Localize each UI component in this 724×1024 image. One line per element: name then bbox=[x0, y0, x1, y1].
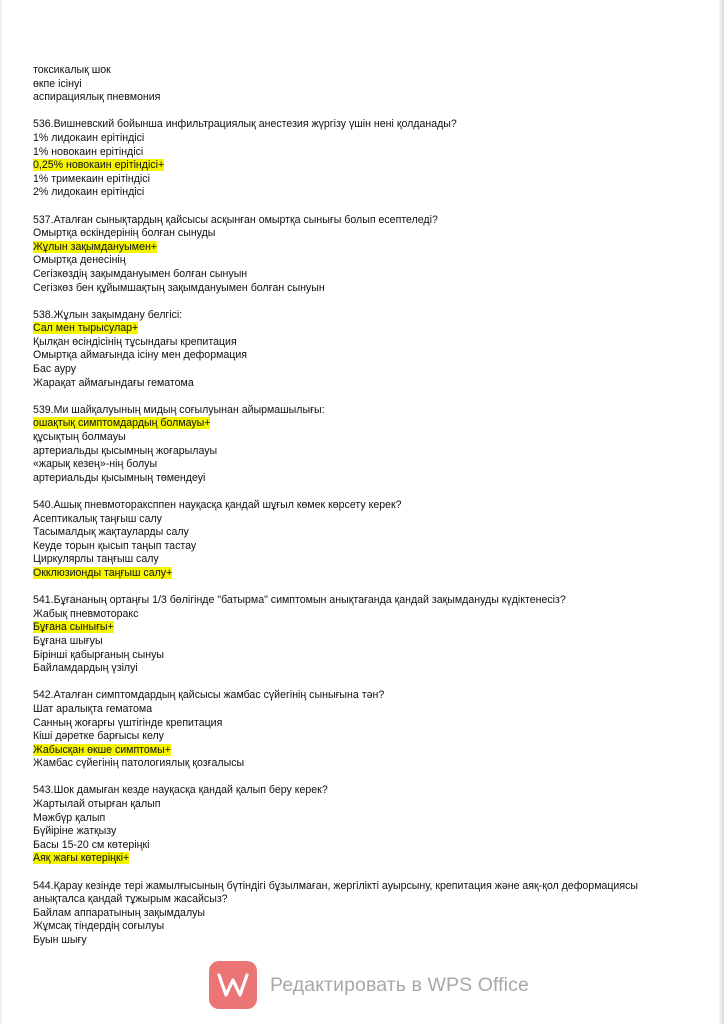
question-block bbox=[33, 880, 673, 948]
answer-option bbox=[33, 91, 673, 105]
answer-option bbox=[33, 227, 673, 241]
page-edge-left bbox=[0, 0, 3, 1024]
answer-option bbox=[33, 472, 673, 486]
line-text: токсикалық шок bbox=[33, 64, 111, 76]
line-text: Омыртқа денесінің bbox=[33, 254, 126, 267]
wps-logo-icon bbox=[209, 961, 257, 1009]
line-text: 1% тримекаин ерітіндісі bbox=[33, 172, 150, 185]
line-text: 543.Шок дамыған кезде науқасқа қандай қалып беру керек? bbox=[33, 784, 328, 797]
correct-answer-option bbox=[33, 567, 673, 581]
line-text: 539.Ми шайқалуының мидың соғылуынан айырмашылығы: bbox=[33, 403, 325, 416]
question-block bbox=[33, 594, 673, 676]
highlighted-text: Бұғана сынығы+ bbox=[33, 621, 114, 634]
line-text: Бүйіріне жатқызу bbox=[33, 825, 117, 838]
question-block bbox=[33, 499, 673, 581]
highlighted-text: Аяқ жағы көтеріңкі+ bbox=[33, 852, 130, 865]
line-text: «жарық кезең»-нің болуы bbox=[33, 458, 158, 471]
question-block bbox=[33, 214, 673, 296]
correct-answer-option bbox=[33, 852, 673, 866]
answer-option bbox=[33, 553, 673, 567]
line-text: Кіші дәретке барғысы келу bbox=[33, 730, 164, 743]
line-text: артериальды қысымның төмендеуі bbox=[33, 471, 206, 484]
line-text: Сегізкөздің зақымдануымен болған сынуын bbox=[33, 267, 248, 280]
line-text: Кеуде торын қысып таңып тастау bbox=[33, 539, 197, 552]
answer-option bbox=[33, 363, 673, 377]
answer-option bbox=[33, 825, 673, 839]
answer-option bbox=[33, 730, 673, 744]
line-text: Шат аралықта гематома bbox=[33, 702, 153, 715]
answer-option bbox=[33, 703, 673, 717]
question-text bbox=[33, 880, 673, 894]
line-text: Бас ауру bbox=[33, 363, 77, 376]
answer-option bbox=[33, 798, 673, 812]
answer-option bbox=[33, 526, 673, 540]
question-block bbox=[33, 309, 673, 391]
answer-option bbox=[33, 649, 673, 663]
answer-option bbox=[33, 608, 673, 622]
question-text bbox=[33, 404, 673, 418]
line-text: Жартылай отырған қалып bbox=[33, 798, 161, 811]
line-text: 537.Аталған сынықтардың қайсысы асқынған омыртқа сынығы болып есептеледі? bbox=[33, 213, 438, 226]
line-text: Жарақат аймағындағы гематома bbox=[33, 376, 194, 389]
answer-option bbox=[33, 635, 673, 649]
question-text bbox=[33, 784, 673, 798]
answer-option bbox=[33, 282, 673, 296]
line-text: Бірінші қабырғаның сынуы bbox=[33, 648, 164, 661]
line-text: анықталса қандай тұжырым жасайсыз? bbox=[33, 893, 228, 906]
line-text: Басы 15-20 см көтеріңкі bbox=[33, 838, 150, 851]
line-text: аспирациялық пневмония bbox=[33, 91, 161, 104]
line-text: Қылқан өсіндісінің тұсындағы крепитация bbox=[33, 335, 237, 348]
line-text: Бұғана шығуы bbox=[33, 634, 103, 647]
line-text: 541.Бұғананың ортаңғы 1/3 бөлігінде "батырма" симптомын анықтағанда қандай зақымдануды күдіктенесіз? bbox=[33, 594, 566, 607]
line-text: 1% новокаин ерітіндісі bbox=[33, 145, 144, 158]
line-text: 544.Қарау кезінде тері жамылғысының бүтіндігі бұзылмаған, жергілікті ауырсыну, крепитация және аяқ-қол деформациясы bbox=[33, 879, 638, 892]
wps-edit-label: Редактировать в WPS Office bbox=[270, 973, 529, 996]
answer-option bbox=[33, 146, 673, 160]
question-text bbox=[33, 594, 673, 608]
answer-option bbox=[33, 717, 673, 731]
answer-option bbox=[33, 254, 673, 268]
answer-option bbox=[33, 757, 673, 771]
answer-option bbox=[33, 458, 673, 472]
line-text: Байлам аппаратының зақымдалуы bbox=[33, 906, 206, 919]
answer-option bbox=[33, 336, 673, 350]
document-body bbox=[33, 64, 673, 961]
highlighted-text: Жұлын зақымдануымен+ bbox=[33, 240, 157, 253]
highlighted-text: Окклюзионды таңғыш салу+ bbox=[33, 566, 173, 579]
line-text: 536.Вишневский бойынша инфильтрациялық анестезия жүргізу үшін нені қолданады? bbox=[33, 118, 457, 131]
answer-option bbox=[33, 132, 673, 146]
question-text bbox=[33, 118, 673, 132]
answer-option bbox=[33, 839, 673, 853]
line-text: өкпе ісінуі bbox=[33, 77, 82, 90]
line-text: Жабық пневмоторакс bbox=[33, 607, 139, 620]
answer-option bbox=[33, 431, 673, 445]
line-text: Байламдардың үзілуі bbox=[33, 662, 138, 675]
question-text bbox=[33, 689, 673, 703]
correct-answer-option bbox=[33, 322, 673, 336]
question-text bbox=[33, 499, 673, 513]
question-text bbox=[33, 214, 673, 228]
answer-option bbox=[33, 186, 673, 200]
line-text: құсықтың болмауы bbox=[33, 431, 126, 444]
question-block bbox=[33, 118, 673, 200]
answer-option bbox=[33, 907, 673, 921]
answer-option bbox=[33, 268, 673, 282]
answer-option bbox=[33, 64, 673, 78]
answer-option bbox=[33, 173, 673, 187]
line-text: Сегізкөз бен құйымшақтың зақымдануымен болған сынуын bbox=[33, 281, 325, 294]
answer-option bbox=[33, 812, 673, 826]
answer-option bbox=[33, 662, 673, 676]
line-text: 1% лидокаин ерітіндісі bbox=[33, 131, 145, 144]
question-block bbox=[33, 404, 673, 486]
line-text: Мәжбүр қалып bbox=[33, 811, 106, 824]
line-text: Санның жоғарғы үштігінде крепитация bbox=[33, 716, 223, 729]
answer-option bbox=[33, 445, 673, 459]
question-text bbox=[33, 309, 673, 323]
line-text: Тасымалдық жақтауларды салу bbox=[33, 526, 189, 539]
line-text: Буын шығу bbox=[33, 934, 87, 946]
line-text: 2% лидокаин ерітіндісі bbox=[33, 186, 145, 199]
answer-block-continued bbox=[33, 64, 673, 105]
line-text: 542.Аталған симптомдардың қайсысы жамбас сүйегінің сынығына тән? bbox=[33, 689, 385, 702]
correct-answer-option bbox=[33, 241, 673, 255]
answer-option bbox=[33, 513, 673, 527]
line-text: 540.Ашық пневмотораксппен науқасқа қандай шұғыл көмек көрсету керек? bbox=[33, 499, 402, 511]
answer-option bbox=[33, 78, 673, 92]
question-text-continued bbox=[33, 893, 673, 907]
correct-answer-option bbox=[33, 417, 673, 431]
line-text: 538.Жұлын зақымдану белгісі: bbox=[33, 308, 183, 321]
question-block bbox=[33, 689, 673, 771]
page-edge-right bbox=[718, 0, 724, 1024]
answer-option bbox=[33, 349, 673, 363]
line-text: Жамбас сүйегінің патологиялық қозғалысы bbox=[33, 757, 245, 770]
answer-option bbox=[33, 540, 673, 554]
line-text: Циркулярлы таңғыш салу bbox=[33, 553, 159, 566]
wps-edit-banner[interactable] bbox=[209, 961, 529, 1009]
correct-answer-option bbox=[33, 159, 673, 173]
correct-answer-option bbox=[33, 621, 673, 635]
highlighted-text: ошақтық симптомдардың болмауы+ bbox=[33, 417, 211, 430]
answer-option bbox=[33, 934, 673, 948]
line-text: Асептикалық таңғыш салу bbox=[33, 512, 162, 525]
line-text: артериальды қысымның жоғарылауы bbox=[33, 444, 218, 457]
line-text: Омыртқа өскіндерінің болған сынуды bbox=[33, 227, 216, 240]
question-block bbox=[33, 784, 673, 866]
answer-option bbox=[33, 377, 673, 391]
answer-option bbox=[33, 920, 673, 934]
highlighted-text: 0,25% новокаин ерітіндісі+ bbox=[33, 159, 165, 172]
correct-answer-option bbox=[33, 744, 673, 758]
line-text: Жұмсақ тіндердің соғылуы bbox=[33, 920, 165, 933]
highlighted-text: Сал мен тырысулар+ bbox=[33, 322, 139, 335]
highlighted-text: Жабысқан өкше симптомы+ bbox=[33, 743, 171, 756]
line-text: Омыртқа аймағында ісіну мен деформация bbox=[33, 349, 247, 362]
